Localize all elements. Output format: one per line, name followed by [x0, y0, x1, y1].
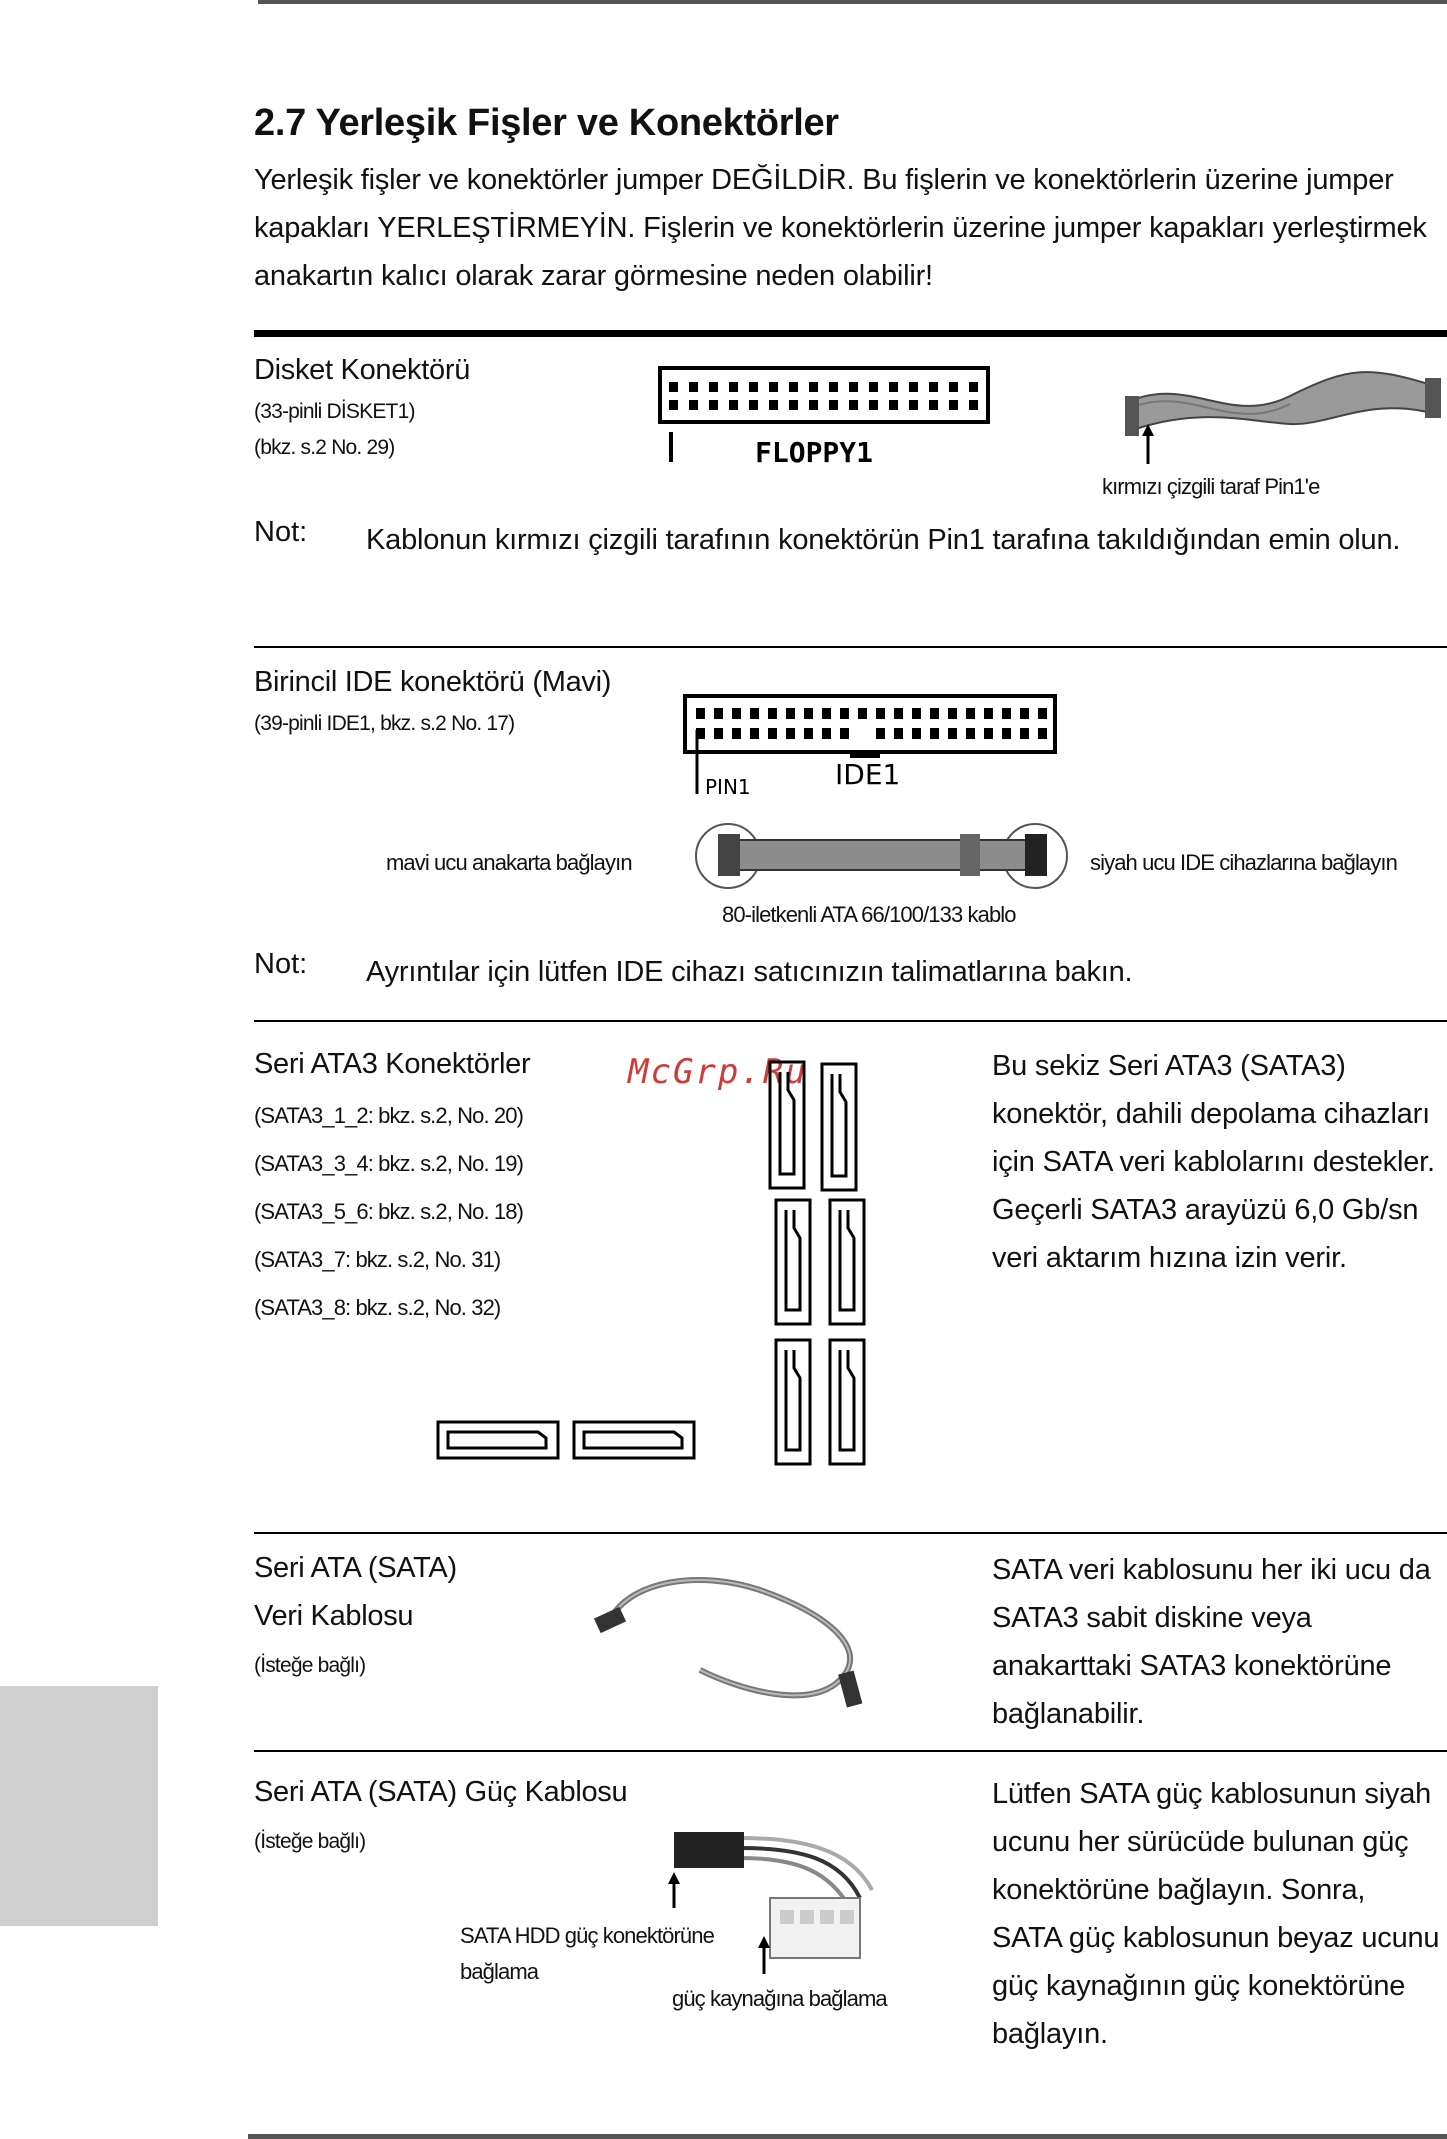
sata-cable-title-1: Seri ATA (SATA) — [254, 1552, 457, 1584]
ide-cable-caption: 80-iletkenli ATA 66/100/133 kablo — [722, 902, 1016, 927]
sata-cable-description: SATA veri kablosunu her iki ucu da SATA3 sabit diskine veya anakarttaki SATA3 konektörüne bağlanabilir. — [992, 1554, 1431, 1730]
ide-title: Birincil IDE konektörü (Mavi) — [254, 666, 612, 698]
sata3-ref: (SATA3_3_4: bkz. s.2, No. 19) — [254, 1151, 523, 1176]
sata3-title: Seri ATA3 Konektörler — [254, 1048, 531, 1080]
sata-power-title: Seri ATA (SATA) Güç Kablosu — [254, 1776, 628, 1808]
side-tab — [0, 1686, 158, 1926]
floppy-note-label: Not: — [254, 516, 308, 548]
divider-ide — [254, 646, 1447, 648]
sata-power-optional: (İsteğe bağlı) — [254, 1830, 366, 1853]
ide-right-caption: siyah ucu IDE cihazlarına bağlayın — [1090, 850, 1397, 875]
sata-power-hdd-caption: SATA HDD güç konektörüne bağlama — [460, 1923, 714, 1984]
floppy-connector-diagram — [655, 362, 1000, 472]
divider-sata-power — [254, 1750, 1447, 1752]
watermark: McGrp.Ru — [628, 1052, 808, 1092]
floppy-board-label: FLOPPY1 — [755, 436, 874, 469]
sata-cable-optional: (İsteğe bağlı) — [254, 1654, 366, 1677]
sata3-ref: (SATA3_5_6: bkz. s.2, No. 18) — [254, 1199, 523, 1224]
top-rule — [258, 0, 1447, 4]
floppy-note: Kablonun kırmızı çizgili tarafının konektörün Pin1 tarafına takıldığından emin olun. — [366, 524, 1401, 556]
bottom-rule — [248, 2134, 1447, 2139]
section-intro: Yerleşik fişler ve konektörler jumper DEĞİLDİR. Bu fişlerin ve konektörlerin üzerine jumper kapakları YERLEŞTİRMEYİN. Fişlerin ve konektörlerin üzerine jumper kapakları yerleştirmek anakartın kalıcı olarak zarar görmesine neden olabilir! — [254, 164, 1427, 292]
section-heading: 2.7 Yerleşik Fişler ve Konektörler — [254, 102, 839, 144]
floppy-pins: (33-pinli DİSKET1) — [254, 400, 415, 423]
sata-power-psu-caption: güç kaynağına bağlama — [672, 1986, 887, 2011]
floppy-cable-caption: kırmızı çizgili taraf Pin1'e — [1102, 474, 1320, 499]
sata3-ref: (SATA3_8: bkz. s.2, No. 32) — [254, 1295, 501, 1320]
section-divider-thick — [254, 330, 1447, 337]
ide-board-label: IDE1 — [835, 758, 901, 791]
ide-note: Ayrıntılar için lütfen IDE cihazı satıcınızın talimatlarına bakın. — [366, 956, 1133, 988]
ide-pin-label: PIN1 — [705, 775, 751, 799]
sata3-connectors-diagram — [430, 1060, 880, 1470]
ide-connector-diagram — [680, 690, 1060, 800]
sata-cable-title-2: Veri Kablosu — [254, 1600, 414, 1632]
sata3-description: Bu sekiz Seri ATA3 (SATA3) konektör, dahili depolama cihazları için SATA veri kablolarını destekler. Geçerli SATA3 arayüzü 6,0 Gb/sn veri aktarım hızına izin verir. — [992, 1050, 1435, 1274]
divider-sata-cable — [254, 1532, 1447, 1534]
sata3-ref: (SATA3_1_2: bkz. s.2, No. 20) — [254, 1103, 523, 1128]
ide-note-label: Not: — [254, 948, 308, 980]
floppy-ref: (bkz. s.2 No. 29) — [254, 436, 395, 459]
ide-cable-image — [690, 818, 1075, 898]
sata-cable-image — [590, 1560, 890, 1720]
ide-pins-ref: (39-pinli IDE1, bkz. s.2 No. 17) — [254, 712, 515, 735]
divider-sata3 — [254, 1020, 1447, 1022]
sata3-ref: (SATA3_7: bkz. s.2, No. 31) — [254, 1247, 501, 1272]
floppy-cable-image — [1110, 356, 1445, 466]
ide-left-caption: mavi ucu anakarta bağlayın — [386, 850, 632, 875]
floppy-title: Disket Konektörü — [254, 354, 471, 386]
sata-power-description: Lütfen SATA güç kablosunun siyah ucunu her sürücüde bulunan güç konektörüne bağlayın. Sonra, SATA güç kablosunun beyaz ucunu güç kaynağının güç konektörüne bağlayın. — [992, 1778, 1440, 2050]
